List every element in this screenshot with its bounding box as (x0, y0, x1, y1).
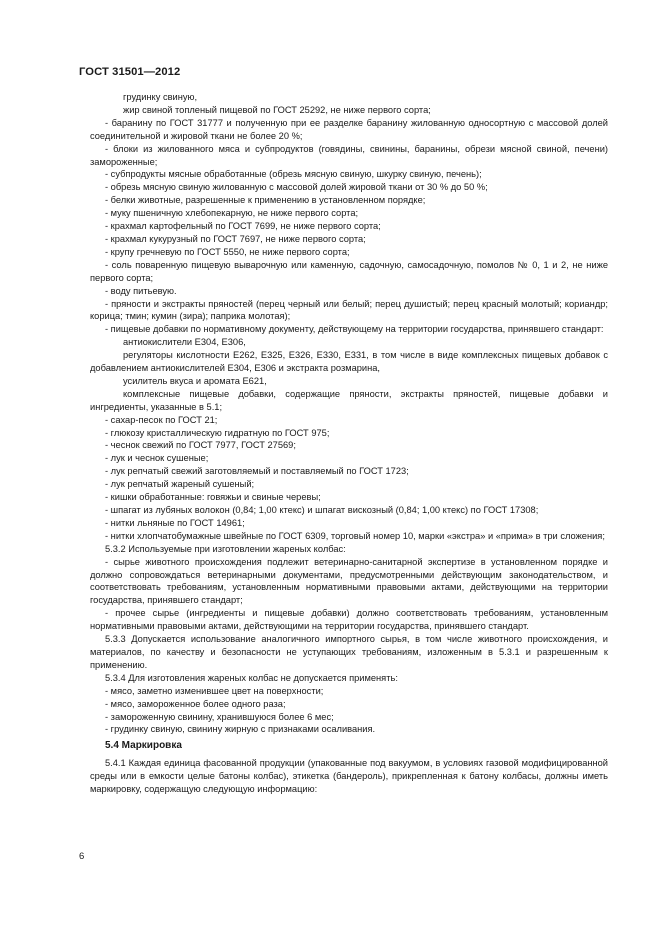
paragraph: жир свиной топленый пищевой по ГОСТ 25292, не ниже первого сорта; (123, 104, 431, 115)
paragraph: - мясо, замороженное более одного раза; (105, 698, 286, 709)
paragraph: - кишки обработанные: говяжьи и свиные черевы; (105, 492, 321, 503)
paragraph: - крахмал кукурузный по ГОСТ 7697, не ниже первого сорта; (105, 233, 366, 244)
paragraph: 5.3.2 Используемые при изготовлении жареных колбас: (105, 543, 346, 554)
paragraph: - субпродукты мясные обработанные (обрезь мясную свиную, шкурку свиную, печень); (105, 169, 482, 180)
paragraph: - воду питьевую. (105, 285, 177, 296)
paragraph: - сырье животного происхождения подлежит ветеринарно-санитарной экспертизе в установленном порядке и должно сопровождаться ветеринарными документами, предусмотренными действующим законодательством, и соответствовать требованиям, установленным нормативными правовыми актами, действующими на территории государства, принявшего стандарт; (90, 556, 608, 606)
paragraph: - шпагат из лубяных волокон (0,84; 1,00 ктекс) и шпагат вискозный (0,84; 1,00 ктекс) по ГОСТ 17308; (105, 505, 539, 515)
paragraph: - баранину по ГОСТ 31777 и полученную при ее разделке баранину жилованную односортную с массовой долей соединительной и жировой ткани не более 20 %; (90, 117, 608, 141)
paragraph: 5.4.1 Каждая единица фасованной продукции (упакованные под вакуумом, в условиях газовой модифицированной среды или в емкости целые батоны колбас), этикетка (бандероль), прикрепленная к батону колбасы, должны иметь маркировку, содержащую следующую информацию: (90, 758, 608, 795)
paragraph: антиокислители Е304, Е306, (123, 337, 246, 348)
paragraph: - блоки из жилованного мяса и субпродуктов (говядины, свинины, баранины, обрези мясной свиной, печени) замороженные; (90, 143, 608, 167)
paragraph: - глюкозу кристаллическую гидратную по ГОСТ 975; (105, 427, 330, 438)
paragraph: - нитки хлопчатобумажные швейные по ГОСТ 6309, торговый номер 10, марки «экстра» и «прима» в три сложения; (105, 530, 605, 541)
paragraph: - пряности и экстракты пряностей (перец черный или белый; перец душистый; перец красный молотый; кориандр; корица; тмин; кумин (зира); паприка молотая); (90, 298, 608, 322)
paragraph: - муку пшеничную хлебопекарную, не ниже первого сорта; (105, 208, 359, 219)
paragraph: грудинку свиную, (123, 92, 198, 102)
paragraph: - лук репчатый жареный сушеный; (105, 479, 255, 490)
paragraph: 5.3.4 Для изготовления жареных колбас не допускается применять: (105, 672, 398, 683)
paragraph: - грудинку свиную, свинину жирную с признаками осаливания. (105, 724, 376, 735)
paragraph: - мясо, заметно изменившее цвет на поверхности; (105, 685, 324, 696)
paragraph: 5.3.3 Допускается использование аналогичного импортного сырья, в том числе животного происхождения, и материалов, по качеству и безопасности не уступающих требованиям, изложенным в 5.3.1 и разрешенным к применению. (90, 634, 608, 670)
paragraph: - замороженную свинину, хранившуюся более 6 мес; (105, 711, 334, 722)
paragraph: - лук репчатый свежий заготовляемый и поставляемый по ГОСТ 1723; (105, 466, 409, 477)
paragraph: усилитель вкуса и аромата Е621, (123, 375, 267, 386)
paragraph: - пищевые добавки по нормативному документу, действующему на территории государства, принявшего стандарт: (105, 324, 604, 335)
paragraph: - чеснок свежий по ГОСТ 7977, ГОСТ 27569; (105, 440, 296, 451)
paragraph: - крупу гречневую по ГОСТ 5550, не ниже первого сорта; (105, 246, 350, 257)
document-body (90, 91, 608, 796)
paragraph: - обрезь мясную свиную жилованную с массовой долей жировой ткани от 30 % до 50 %; (105, 182, 488, 193)
paragraph: - белки животные, разрешенные к применению в установленном порядке; (105, 195, 426, 206)
paragraph: регуляторы кислотности Е262, Е325, Е326, Е330, Е331, в том числе в виде комплексных пищевых добавок с добавлением антиокислителей Е304, Е306 и экстракта розмарина, (90, 350, 608, 374)
paragraph: комплексные пищевые добавки, содержащие пряности, экстракты пряностей, пищевые добавки и ингредиенты, указанные в 5.1; (90, 388, 608, 412)
page-number: 6 (79, 851, 85, 862)
paragraph: - прочее сырье (ингредиенты и пищевые добавки) должно соответствовать требованиям, установленным нормативными правовыми актами, действующими на территории государства, принявшего стандарт. (90, 608, 608, 632)
paragraph: - крахмал картофельный по ГОСТ 7699, не ниже первого сорта; (105, 221, 381, 232)
paragraph: - сахар-песок по ГОСТ 21; (105, 414, 218, 425)
paragraph: - лук и чеснок сушеные; (105, 453, 209, 464)
paragraph: - соль поваренную пищевую выварочную или каменную, садочную, самосадочную, помолов № 0, 1 и 2, не ниже первого сорта; (90, 259, 608, 283)
section-heading: 5.4 Маркировка (105, 740, 182, 752)
standard-header: ГОСТ 31501—2012 (79, 66, 181, 78)
paragraph: - нитки льняные по ГОСТ 14961; (105, 517, 245, 528)
